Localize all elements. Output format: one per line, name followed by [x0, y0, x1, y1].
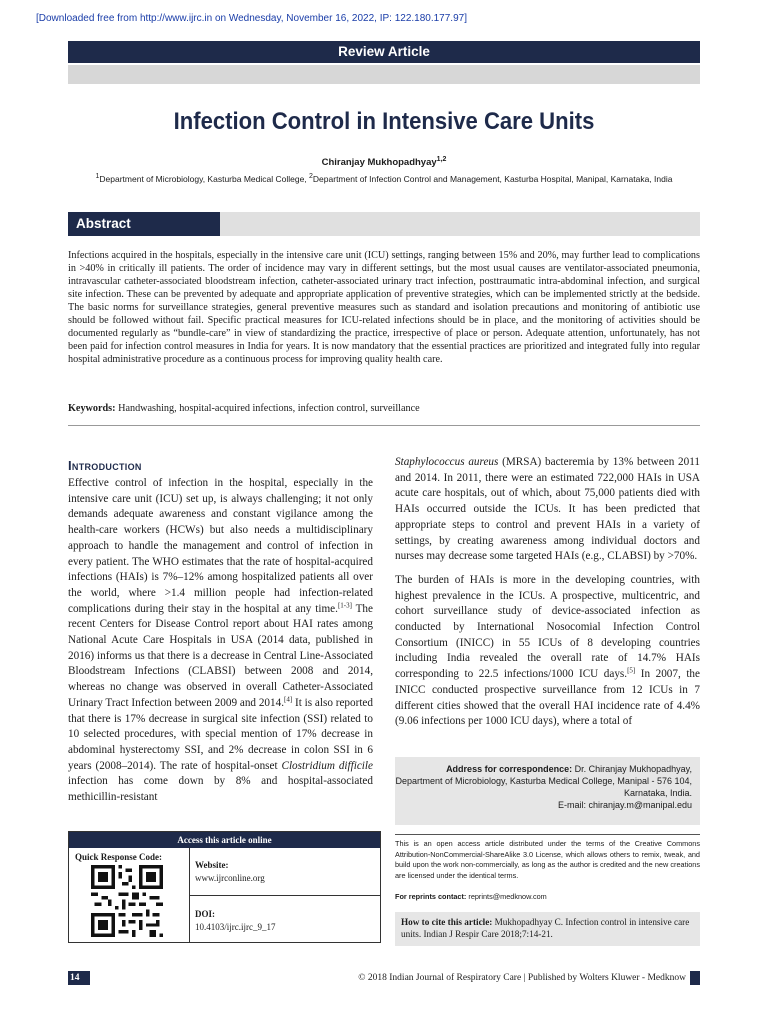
reference-5[interactable]: [5]: [627, 666, 636, 675]
affiliation-sup-1: 1: [95, 173, 100, 181]
website-link[interactable]: www.ijrconline.org: [195, 873, 265, 883]
license-divider: [395, 834, 700, 835]
intro-paragraph-2: [395, 455, 700, 565]
correspondence-box: [395, 757, 700, 825]
intro-paragraph-3: [395, 573, 700, 730]
correspondence-email[interactable]: E-mail: chiranjay.m@manipal.edu: [557, 800, 692, 810]
introduction-heading: Introduction: [68, 458, 142, 473]
citation-text: Mukhopadhyay C. Infection control in intensive care units. Indian J Respir Care 2018;7:14-21.: [401, 917, 690, 939]
correspondence-line-3: Karnataka, India.: [623, 788, 692, 798]
affiliation-sup-2: 2: [309, 173, 313, 181]
abstract-heading: Abstract: [68, 212, 220, 236]
abstract-text: Infections acquired in the hospitals, especially in the intensive care unit (ICU) settings, ranging between 15% and 20%, may further lead to complications in >40% in critically ill patients. The order of incidence may vary in different settings, but the most usual causes are ventilator-associated pneumonia, intravascular catheter-associated bloodstream infection, catheter-associated urinary tract infection, posttraumatic intra-abdominal infection, and surgical site infection. These can be prevented by adequate and appropriate application of preventive strategies, which can be implemented strictly at the bedside. The basic norms for surveillance strategies, general preventive measures such as standard and isolation precautions and monitoring of antibiotic use should be followed without fail. Specific practical measures for ICU-related infections should be in place, and the monitoring of activities should be documented regularly as “bundle-care” in view of standardizing the practice, irrespective of place or person. Adequate attention, unfortunately, has not been paid for infection control measures in India for years. It is now mandatory that the essential practices are prioritized and integrated fully into regular hospital administrative procedure as a continuous process for improving quality health care.: [68, 250, 700, 365]
article-title: Infection Control in Intensive Care Units: [173, 108, 595, 135]
intro-p3-b: In 2007, the INICC conducted prospective surveillance from 12 ICUs in 7 different cities showed that the overall HAI incidence rate of 4.4% (9.06 infections per 1000 ICU days), where a total of: [395, 668, 700, 728]
keywords-divider: [68, 425, 700, 426]
intro-p3-a: The burden of HAIs is more in the developing countries, with highest prevalence in the ICUs. A prospective, multicentric, and cohort surveillance study of device-associated infection as conducted by International Nosocomial Infection Control Consortium (INICC) in 55 ICUs of 8 developing countries including India revealed the overall rate of 14.7% HAIs corresponding to 22.5 infections/1000 ICU days.: [395, 573, 700, 681]
column-left: [68, 476, 373, 814]
intro-p2-a: (MRSA) bacteremia by 13% between 2011 and 2014. In 2011, there were an estimated 722,000 HAIs in USA acute care hospitals, out of which, about 75,000 patients died with HAIs occurred outside the ICUs. It has been predicted that appropriate steps to control and prevent HAIs in a variety of settings, by creating awareness among individual doctors and nurses may decrease some targeted HAIs (e.g., CLABSI) by >70%.: [395, 456, 700, 563]
correspondence-line-2: Department of Microbiology, Kasturba Medical College, Manipal - 576 104,: [395, 776, 692, 786]
affiliation-line: [40, 174, 728, 184]
reprints-email[interactable]: reprints@medknow.com: [466, 892, 547, 901]
doi-value[interactable]: 10.4103/ijrc.ijrc_9_17: [195, 922, 276, 932]
keywords-line: [68, 403, 700, 414]
citation-box: [395, 912, 700, 946]
qr-label: Quick Response Code:: [75, 852, 163, 862]
abstract-heading-rule: [220, 212, 700, 236]
reference-4[interactable]: [4]: [284, 695, 293, 704]
column-right: [395, 455, 700, 738]
access-horizontal-divider: [189, 895, 380, 896]
intro-p1-c: It is also reported that there is 17% decrease in surgical site infection (SSI) related to 10 selected procedures, with special mention of 17% decrease in abdominal hysterectomy SSI, and 2% decrease in colon SSI in 6 years (2008–2014). The rate of hospital-onset: [68, 696, 373, 772]
affiliation-1: Department of Microbiology, Kasturba Medical College,: [99, 174, 310, 184]
reprints-line: [395, 892, 700, 901]
author-line: [68, 157, 700, 168]
article-type-banner: Review Article: [68, 41, 700, 63]
website-label: Website:: [195, 860, 229, 870]
keywords-value: Handwashing, hospital-acquired infections, infection control, surveillance: [115, 403, 420, 414]
access-online-box: [68, 831, 381, 943]
download-notice: [Downloaded free from http://www.ijrc.in on Wednesday, November 16, 2022, IP: 122.180.177.97]: [36, 13, 467, 24]
footer-copyright: © 2018 Indian Journal of Respiratory Care | Published by Wolters Kluwer - Medknow: [358, 973, 686, 983]
author-name: Chiranjay Mukhopadhyay: [321, 157, 437, 168]
author-superscript: 1,2: [436, 155, 447, 163]
correspondence-line-1: [395, 763, 692, 775]
doi-label: DOI:: [195, 909, 215, 919]
intro-p1-b: The recent Centers for Disease Control report about HAI rates among National Acute Care Hospitals in USA (2014 data, published in 2016) informs us that there is a decrease in Central Line-Associated Bloodstream Infections (CLABSI) between 2008 and 2014, whereas no change was observed in overall Catheter-Associated Urinary Tract Infection between 2009 and 2014.: [68, 602, 373, 709]
intro-p1-d: infection has come down by 8% and hospital-associated methicillin-resistant: [68, 775, 373, 804]
footer-bar: [68, 971, 700, 985]
header-divider: [68, 65, 700, 84]
license-text: This is an open access article distributed under the terms of the Creative Commons Attribution-NonCommercial-ShareAlike 3.0 License, which allows others to remix, tweak, and build upon the work non-commercially, as long as the author is credited and the new creations are licensed under the identical terms.: [395, 839, 700, 880]
intro-paragraph-1: [68, 476, 373, 806]
qr-code-icon[interactable]: [91, 865, 163, 937]
reprints-label: For reprints contact:: [395, 892, 467, 901]
affiliation-2: Department of Infection Control and Management, Kasturba Hospital, Manipal, Karnataka, India: [312, 174, 673, 184]
page-number: 14: [70, 973, 80, 983]
citation-label: How to cite this article:: [401, 917, 493, 927]
correspondence-name: Dr. Chiranjay Mukhopadhyay,: [572, 764, 692, 774]
intro-p2-italic: Staphylococcus aureus: [395, 456, 499, 468]
intro-p1-italic: Clostridium difficile: [281, 759, 373, 772]
reference-1-3[interactable]: [1-3]: [337, 600, 352, 609]
keywords-label: Keywords:: [68, 403, 116, 414]
correspondence-label: Address for correspondence:: [446, 764, 573, 774]
access-heading: Access this article online: [69, 832, 380, 848]
intro-p1-a: Effective control of infection in the hospital, especially in the intensive care unit (ICU) set up, is always challenging; it not only demands adequate awareness and constant vigilance among the health-care workers (HCWs) but also needs a multidisciplinary approach to handle the management and control of infection in every patient. The WHO estimates that the rate of hospital-acquired infections (HAIs) is 7%–12% among hospitalized patients all over the world, where >1.4 million people had infection-related complications during their stay in the hospital at any time.: [68, 477, 373, 615]
